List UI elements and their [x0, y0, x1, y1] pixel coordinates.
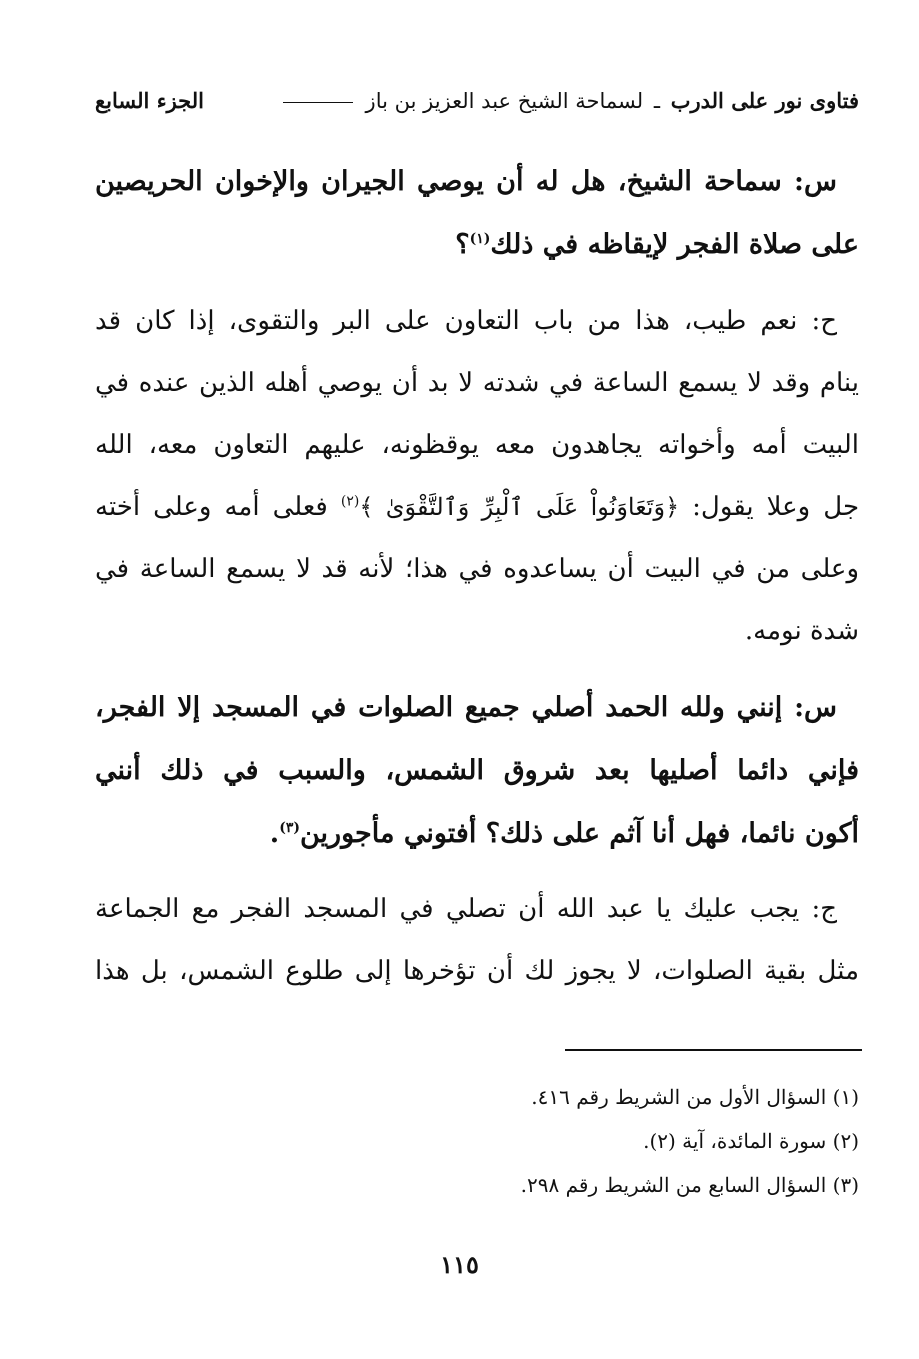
answer-1-line-2: ينام وقد لا يسمع الساعة في شدته لا بد أن يوصي أهله الذين عنده في — [95, 368, 859, 398]
answer-2-line-2: مثل بقية الصلوات، لا يجوز لك أن تؤخرها إلى طلوع الشمس، بل هذا — [95, 956, 859, 986]
answer-1-line-4-text: جل وعلا يقول: — [692, 492, 860, 522]
footnote-ref-3: (٣) — [279, 820, 300, 836]
question-2-line-1: س: إنني ولله الحمد أصلي جميع الصلوات في المسجد إلا الفجر، — [95, 692, 837, 723]
question-1-line-1: س: سماحة الشيخ، هل له أن يوصي الجيران والإخوان الحريصين — [95, 166, 837, 197]
header-dash: ـ — [653, 89, 661, 113]
question-2-line-3 — [95, 802, 859, 865]
footnote-ref-2: (٢) — [340, 493, 360, 510]
footnotes — [95, 1075, 859, 1207]
header-separator — [283, 102, 353, 103]
page-number: ١١٥ — [440, 1250, 479, 1279]
book-title: فتاوى نور على الدرب — [670, 88, 859, 113]
answer-2-line-1: ج: يجب عليك يا عبد الله أن تصلي في المسجد الفجر مع الجماعة — [95, 894, 837, 924]
answer-1-line-3: البيت أمه وأخواته يجاهدون معه يوقظونه، عليهم التعاون معه، الله — [95, 430, 859, 460]
header-left — [277, 86, 859, 116]
question-1-end: ؟ — [455, 229, 470, 260]
footnote-1: (١) السؤال الأول من الشريط رقم ٤١٦. — [531, 1085, 859, 1109]
answer-1-line-1: ح: نعم طيب، هذا من باب التعاون على البر والتقوى، إذا كان قد — [95, 306, 837, 336]
footnote-3: (٣) السؤال السابع من الشريط رقم ٢٩٨. — [520, 1173, 859, 1197]
question-2-line-3-text: أكون نائما، فهل أنا آثم على ذلك؟ أفتوني مأجورين — [299, 818, 859, 849]
answer-1-line-6: شدة نومه. — [744, 616, 859, 646]
footnote-divider — [565, 1049, 862, 1051]
answer-1-after-verse: فعلى أمه وعلى أخته — [95, 492, 328, 522]
question-2-line-2: فإني دائما أصليها بعد شروق الشمس، والسبب في ذلك أنني — [95, 755, 859, 786]
author-line: لسماحة الشيخ عبد العزيز بن باز — [365, 89, 644, 113]
answer-1-line-4 — [95, 476, 859, 538]
question-1-line-2-text: على صلاة الفجر لإيقاظه في ذلك — [490, 229, 859, 260]
footnote-2: (٢) سورة المائدة، آية (٢). — [643, 1129, 859, 1153]
part-label: الجزء السابع — [95, 88, 204, 113]
quran-verse: ﴿وَتَعَاوَنُواْ عَلَى ٱلْبِرِّ وَٱلتَّقْوَىٰ ﴾ — [359, 493, 680, 521]
answer-1-line-5: وعلى من في البيت أن يساعدوه في هذا؛ لأنه قد لا يسمع الساعة في — [95, 554, 859, 584]
question-2-end: . — [269, 818, 280, 849]
question-1 — [95, 150, 859, 276]
question-1-line-2 — [95, 213, 859, 276]
question-2 — [95, 676, 859, 865]
answer-2 — [95, 878, 859, 1002]
answer-1 — [95, 290, 859, 662]
running-header — [95, 86, 859, 116]
footnote-ref-1: (١) — [469, 231, 491, 247]
